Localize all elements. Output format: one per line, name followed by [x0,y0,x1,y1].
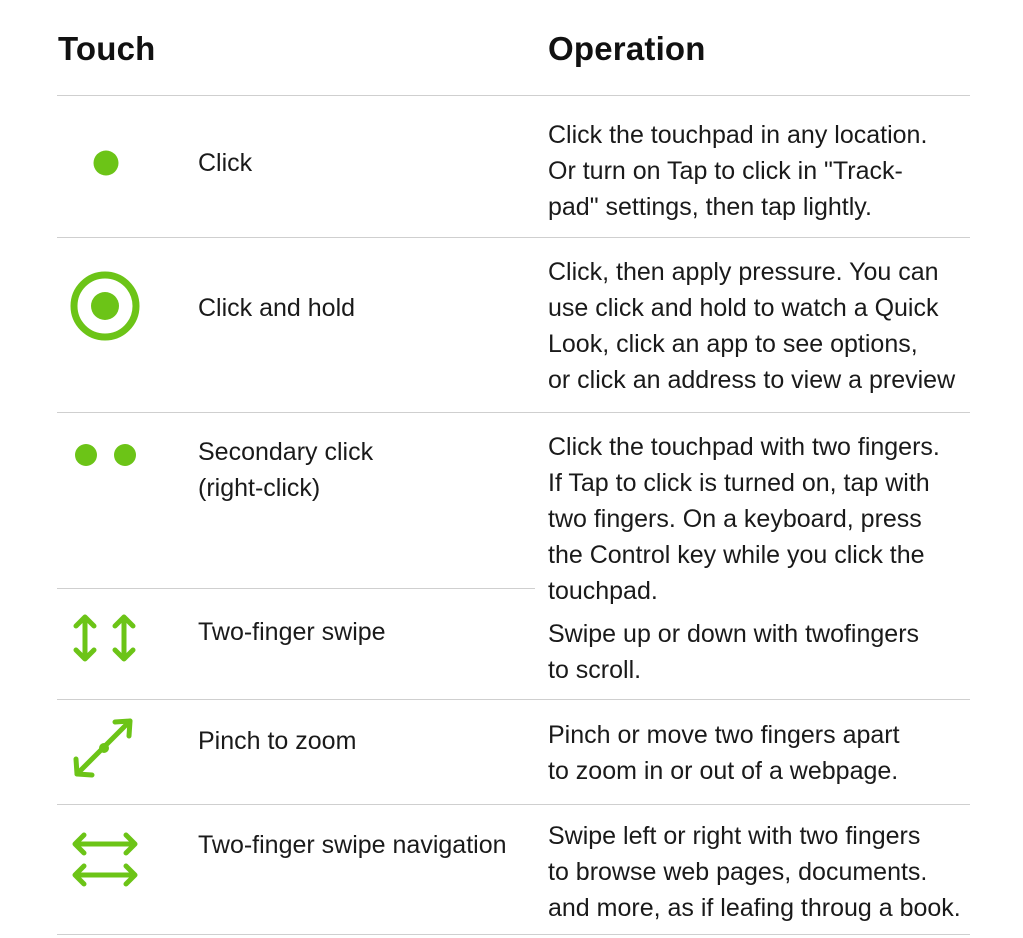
gesture-name: Click [198,149,253,177]
two-dots-icon [60,415,150,495]
row-divider [57,412,970,413]
header-divider [57,95,970,96]
vertical-arrows-icon [60,598,150,678]
operation-text: Swipe up or down with twofingers to scroll. [548,620,920,684]
operation-column-header: Operation [548,30,706,67]
touch-column-header: Touch [58,30,156,67]
gesture-name: Secondary click (right-click) [198,438,374,502]
gesture-name: Pinch to zoom [198,727,357,755]
row-divider [57,237,970,238]
operation-text: Click the touchpad in any location. Or turn on Tap to click in "Track- pad" settings, then tap lightly. [548,121,928,221]
single-dot-icon [60,123,150,203]
gesture-name: Two-finger swipe navigation [198,831,507,859]
row-divider [57,588,535,589]
operation-text: Pinch or move two fingers apart to zoom in or out of a webpage. [548,721,900,785]
operation-text: Swipe left or right with two fingers to browse web pages, documents. and more, as if leafing throug a book. [548,822,961,922]
target-icon [60,266,150,346]
gesture-name: Two-finger swipe [198,618,386,646]
horizontal-arrows-icon [60,820,150,900]
operation-text: Click the touchpad with two fingers. If Tap to click is turned on, tap with two fingers. On a keyboard, press the Control key while you click the touchpad. [548,433,940,605]
row-divider [57,804,970,805]
row-divider [57,934,970,935]
gesture-name: Click and hold [198,294,356,322]
diagonal-arrow-icon [60,708,150,788]
operation-text: Click, then apply pressure. You can use click and hold to watch a Quick Look, click an app to see options, or click an address to view a preview [548,258,956,394]
row-divider [57,699,970,700]
